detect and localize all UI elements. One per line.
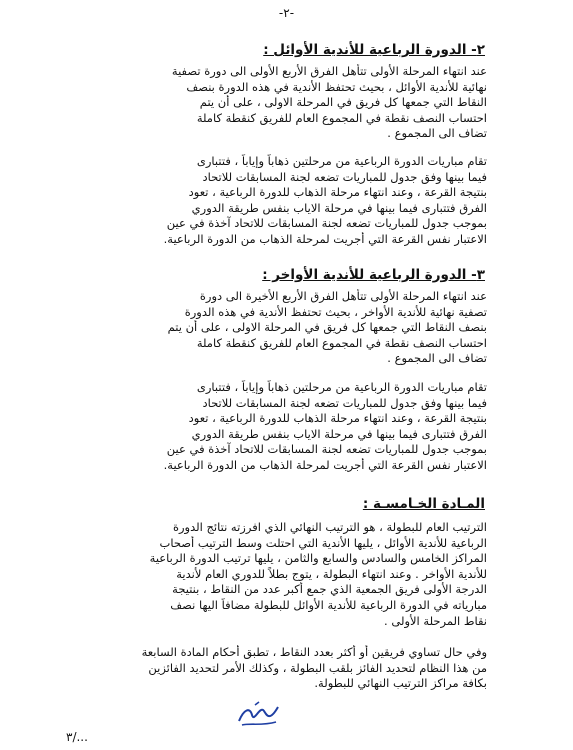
text-line: نقاط المرحلة الأولى . [384,613,487,628]
paragraph-final-standings [84,520,487,629]
text-line: تضاف الى المجموع . [387,351,487,366]
text-line: احتساب النصف نقطة في المجموع العام للفريق كنقطة كاملة [196,110,487,125]
text-line: مبارياته في الدورة الرباعية للأندية الأوائل للبطولة مضافاً اليها نصف [170,597,487,612]
text-line: بكافة مراكز الترتيب النهائي للبطولة. [314,676,487,691]
text-line: الفرق فتتبارى فيما بينها في مرحلة الاياب بنفس طريقة الدوري [191,200,487,215]
text-line: الدرجة الأولى فريق الجمعية الذي جمع أكبر عدد من النقاط ، بنتيجة [172,582,487,597]
article-five-heading: المـادة الخـامسـة : [362,496,485,512]
text-line: الرباعية للأندية الأوائل ، يليها الأندية التي احتلت وسط الترتيب أصحاب [159,535,487,550]
text-line: للأندية الأواخر . وعند انتهاء البطولة ، يتوج بطلاً للدوري العام لأندية [176,566,487,581]
paragraph-top-four-qualification [84,64,487,142]
text-line: بموجب جدول للمباريات تضعه لجنة المسابقات للاتحاد آخذة في عين [166,442,487,457]
text-line: من هذا النظام لتحديد الفائز بلقب البطولة ، وكذلك الأمر لتحديد الفائزين [148,660,487,675]
paragraph-top-four-matches [84,154,487,248]
paragraph-tie-break [84,645,487,692]
text-line: الاعتبار نفس القرعة التي أجريت لمرحلة الذهاب من الدورة الرباعية. [163,231,487,246]
text-line: نهائية للأندية الأوائل ، بحيث تحتفظ الأندية في هذه الدورة بنصف [186,79,487,94]
text-line: بموجب جدول للمباريات تضعه لجنة المسابقات للاتحاد آخذة في عين [166,216,487,231]
text-line: بنتيجة القرعة ، وعند انتهاء مرحلة الذهاب للدورة الرباعية ، تعود [188,185,487,200]
text-line: عند انتهاء المرحلة الأولى تتأهل الفرق الأربع الأولى الى دورة تصفية [171,64,487,78]
text-line: الترتيب العام للبطولة ، هو الترتيب النهائي الذي افرزته نتائج الدورة [172,520,487,534]
text-line: المراكز الخامس والسادس والسابع والثامن ، يليها ترتيب الدورة الرباعية [149,551,487,566]
text-line: تقام مباريات الدورة الرباعية من مرحلتين ذهاباً وإياباً ، فتتبارى [196,380,487,394]
paragraph-bottom-four-qualification [84,289,487,367]
text-line: تصفية نهائية للأندية الأواخر ، بحيث تحتفظ الأندية في هذه الدورة [184,304,487,319]
text-line: وفي حال تساوي فريقين أو أكثر بعدد النقاط ، تطبق أحكام المادة السابعة [141,645,487,659]
text-line: احتساب النصف نقطة في المجموع العام للفريق كنقطة كاملة [196,335,487,350]
text-line: بنتيجة القرعة ، وعند انتهاء مرحلة الذهاب للدورة الرباعية ، تعود [188,411,487,426]
paragraph-bottom-four-matches [84,380,487,474]
text-line: فيما بينها وفق جدول للمباريات تضعه لجنة المسابقات للاتحاد [202,395,487,410]
text-line: تقام مباريات الدورة الرباعية من مرحلتين ذهاباً وإياباً ، فتتبارى [196,154,487,168]
next-page-reference: ٣/... [66,730,88,744]
text-line: النقاط التي جمعها كل فريق في المرحلة الاولى ، على أن يتم [199,95,487,110]
section-heading-top-four: ٢- الدورة الرباعية للأندية الأوائل : [263,42,485,58]
page-number: -٢- [278,6,295,20]
text-line: الفرق فتتبارى فيما بينها في مرحلة الاياب بنفس طريقة الدوري [191,426,487,441]
text-line: عند انتهاء المرحلة الأولى تتأهل الفرق الأربع الأخيرة الى دورة [199,289,487,303]
text-line: تضاف الى المجموع . [387,126,487,141]
text-line: الاعتبار نفس القرعة التي أجريت لمرحلة الذهاب من الدورة الرباعية. [163,457,487,472]
signature [236,701,282,733]
text-line: بنصف النقاط التي جمعها كل فريق في المرحلة الاولى ، على أن يتم [167,320,487,335]
text-line: فيما بينها وفق جدول للمباريات تضعه لجنة المسابقات للاتحاد [202,169,487,184]
section-heading-bottom-four: ٣- الدورة الرباعية للأندية الأواخر : [262,267,485,283]
